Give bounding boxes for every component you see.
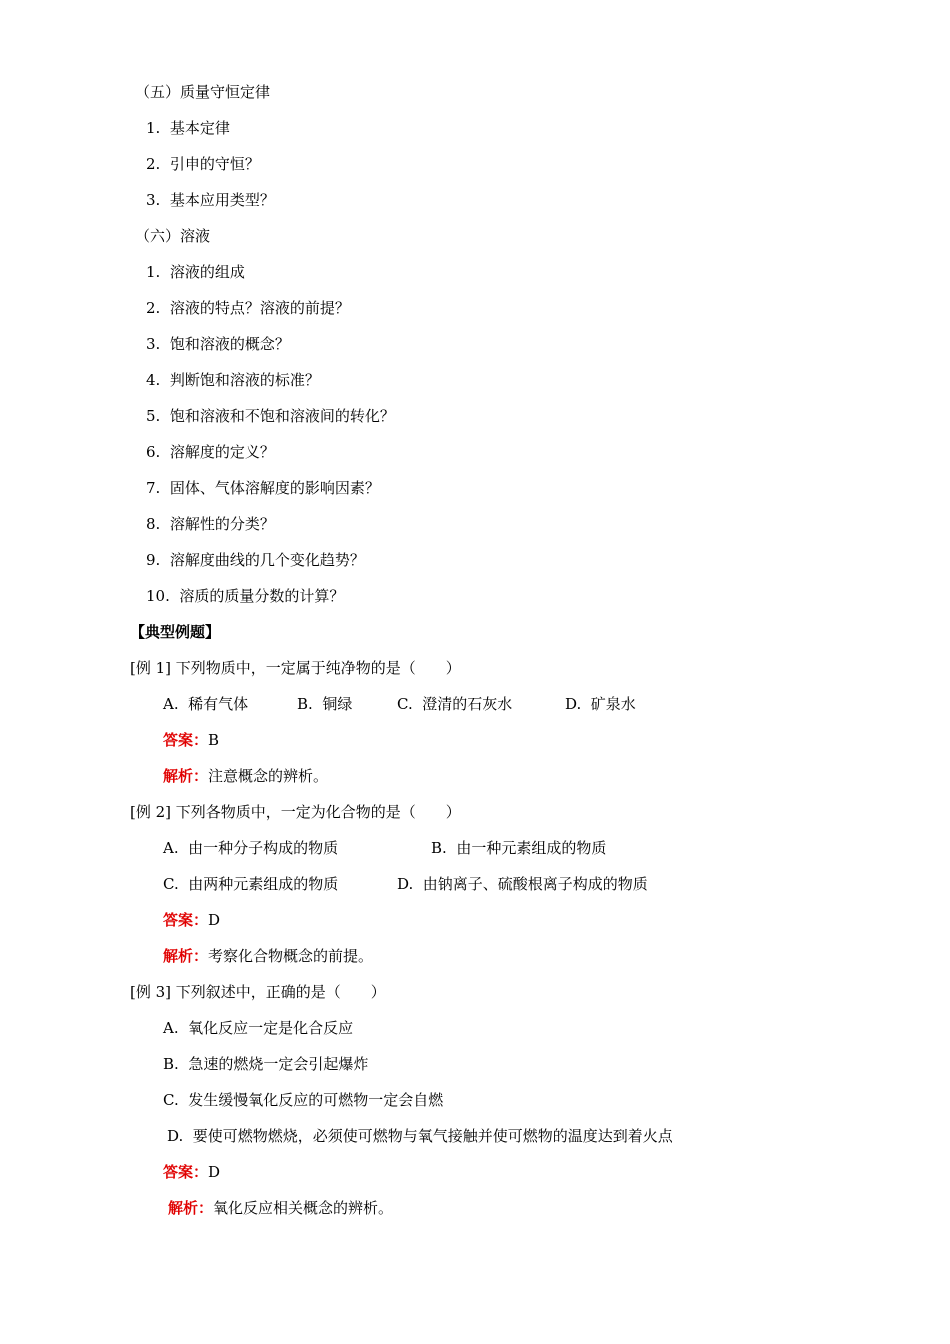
examples-heading: 【典型例题】 (130, 623, 221, 641)
section-6-title: （六）溶液 (135, 227, 211, 245)
example-3-answer (163, 1162, 220, 1182)
answer-label: 答案： (163, 731, 209, 749)
example-1-option-d: D. 矿泉水 (565, 695, 636, 713)
answer-value: D (208, 911, 221, 929)
example-2-answer (163, 910, 220, 930)
section-6-item: 1. 溶液的组成 (146, 263, 245, 281)
example-3-option-c: C. 发生缓慢氧化反应的可燃物一定会自燃 (163, 1091, 444, 1109)
section-6-item: 3. 饱和溶液的概念？ (146, 335, 290, 353)
example-3-option-b: B. 急速的燃烧一定会引起爆炸 (163, 1055, 369, 1073)
example-1-answer (163, 730, 219, 750)
example-2-option-d: D. 由钠离子、硫酸根离子构成的物质 (397, 875, 648, 893)
example-2-option-b: B. 由一种元素组成的物质 (431, 839, 607, 857)
section-6-item: 5. 饱和溶液和不饱和溶液间的转化？ (146, 407, 395, 425)
example-2-option-c: C. 由两种元素组成的物质 (163, 875, 339, 893)
example-2-option-a: A. 由一种分子构成的物质 (163, 839, 339, 857)
example-2-question: [例 2] 下列各物质中，一定为化合物的是（ ） (130, 803, 461, 821)
example-3-question: [例 3] 下列叙述中，正确的是（ ） (130, 983, 386, 1001)
answer-label: 答案： (163, 1163, 209, 1181)
section-6-item: 9. 溶解度曲线的几个变化趋势？ (146, 551, 365, 569)
example-3-analysis (168, 1198, 393, 1218)
section-5-item: 2. 引申的守恒？ (146, 155, 260, 173)
analysis-label: 解析： (163, 767, 209, 785)
section-5-item: 1. 基本定律 (146, 119, 230, 137)
example-1-question: [例 1] 下列物质中，一定属于纯净物的是（ ） (130, 659, 461, 677)
answer-label: 答案： (163, 911, 209, 929)
analysis-text: 注意概念的辨析。 (208, 767, 329, 785)
answer-value: D (208, 1163, 221, 1181)
analysis-label: 解析： (168, 1199, 214, 1217)
section-5-item: 3. 基本应用类型？ (146, 191, 275, 209)
analysis-text: 考察化合物概念的前提。 (208, 947, 374, 965)
example-2-analysis (163, 946, 373, 966)
example-1-option-c: C. 澄清的石灰水 (397, 695, 513, 713)
example-1-option-b: B. 铜绿 (297, 695, 353, 713)
section-5-title: （五）质量守恒定律 (135, 83, 271, 101)
example-3-option-a: A. 氧化反应一定是化合反应 (163, 1019, 354, 1037)
example-1-option-a: A. 稀有气体 (163, 695, 249, 713)
section-6-item: 6. 溶解度的定义？ (146, 443, 275, 461)
section-6-item: 2. 溶液的特点？溶液的前提？ (146, 299, 350, 317)
analysis-label: 解析： (163, 947, 209, 965)
example-3-option-d: D. 要使可燃物燃烧，必须使可燃物与氧气接触并使可燃物的温度达到着火点 (167, 1127, 673, 1145)
section-6-item: 7. 固体、气体溶解度的影响因素？ (146, 479, 380, 497)
section-6-item: 10. 溶质的质量分数的计算？ (146, 587, 345, 605)
example-1-analysis (163, 766, 328, 786)
section-6-item: 8. 溶解性的分类？ (146, 515, 275, 533)
section-6-item: 4. 判断饱和溶液的标准？ (146, 371, 320, 389)
analysis-text: 氧化反应相关概念的辨析。 (213, 1199, 394, 1217)
answer-value: B (208, 731, 220, 749)
